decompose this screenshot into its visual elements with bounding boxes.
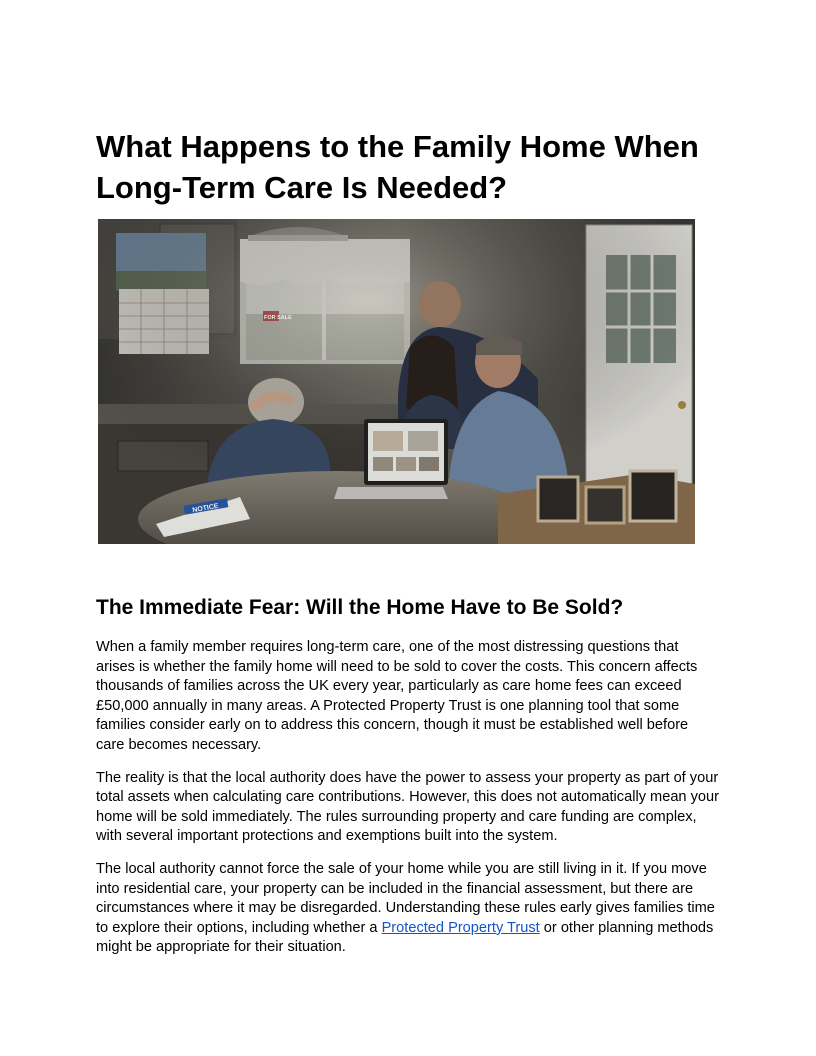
hero-image — [98, 219, 695, 544]
paragraph-3-text-start: The local authority cannot force the sale of your home while you are still living in it. If you move into residential care, your property can be included in the financial assessment, but there are circumstances where it may be disregarded. Understanding these rules early gives families time to explore their options, including whether a — [96, 860, 715, 936]
paragraph-2: The reality is that the local authority does have the power to assess your property as part of your total assets when calculating care contributions. However, this does not automatically mean your home will be sold immediately. The rules surrounding property and care funding are complex, with several important protections and exemptions built into the system. — [96, 769, 719, 845]
article-body — [96, 638, 720, 971]
protected-property-trust-link[interactable]: Protected Property Trust — [381, 919, 540, 936]
article-title: What Happens to the Family Home When Long-Term Care Is Needed? — [96, 129, 699, 205]
paragraph-1: When a family member requires long-term care, one of the most distressing questions that arises is whether the family home will need to be sold to cover the costs. This concern affects thousands of families across the UK every year, particularly as care home fees can exceed £50,000 annually in many areas. A Protected Property Trust is one planning tool that some families consider early on to address this concern, though it must be established well before care becomes necessary. — [96, 639, 698, 753]
for-sale-sign-text: FOR SALE — [264, 315, 292, 321]
section-heading: The Immediate Fear: Will the Home Have to Be Sold? — [96, 596, 624, 619]
paragraph-3-text-end: or other planning methods might be appropriate for their situation. — [96, 919, 714, 956]
notice-letter-text: NOTICE — [191, 502, 220, 515]
paragraph-3 — [96, 860, 720, 958]
